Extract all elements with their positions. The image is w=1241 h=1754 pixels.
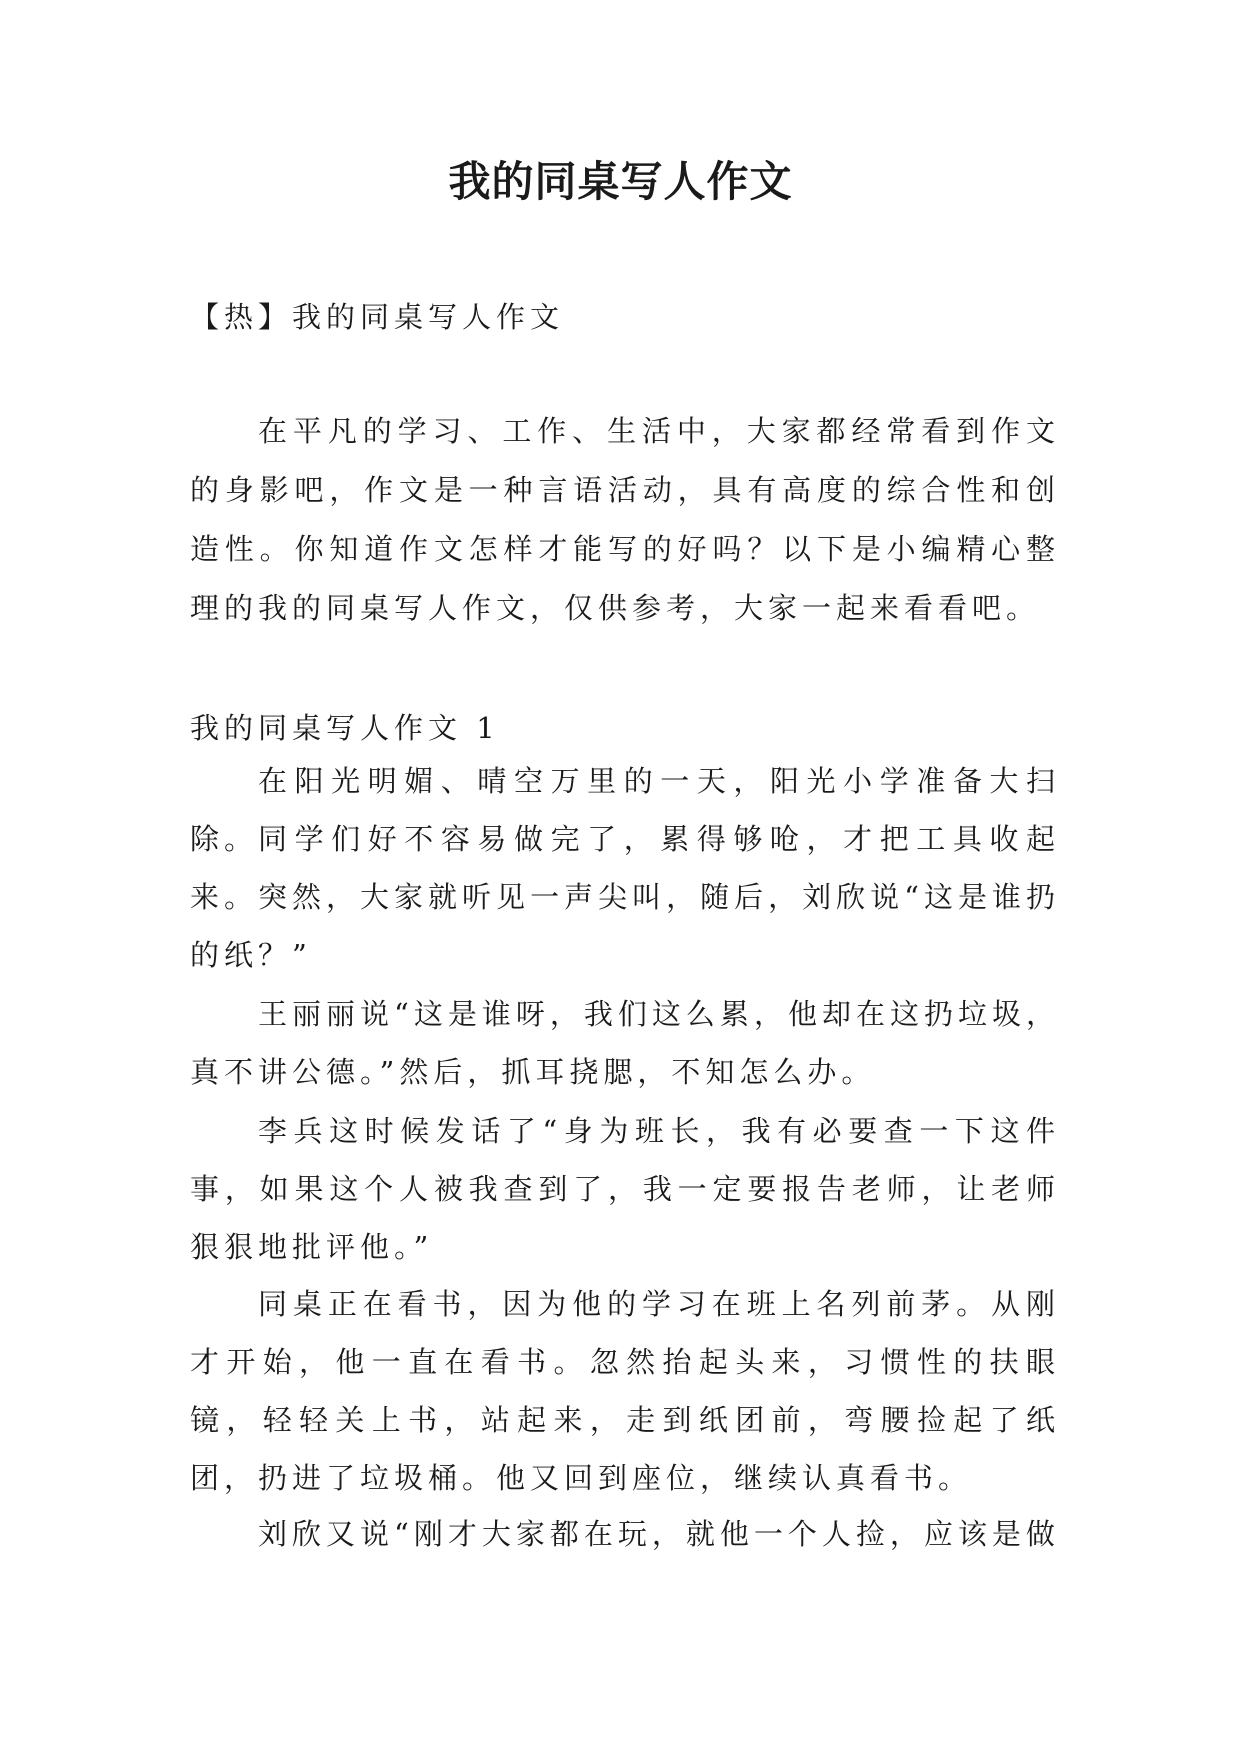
essay-paragraph-6: 刘欣又说“刚才大家都在玩，就他一个人捡，应该是做: [258, 1517, 1060, 1551]
essay-paragraph-1: 在阳光明媚、晴空万里的一天，阳光小学准备大扫除。: [190, 764, 1060, 856]
essay-paragraph-2: 同学们好不容易做完了，累得够呛，才把工具收起来。突然，大家就听见一声尖叫，随后，刘欣说“这是谁扔的纸？”: [190, 822, 1060, 972]
intro-paragraph: 在平凡的学习、工作、生活中，大家都经常看到作文的身影吧，作文是一种言语活动，具有高度的综合性和创造性。你知道作文怎样才能写的好吗？以下是小编精心整理的我的同桌写人作文，仅供参考，大家一起来看看吧。: [190, 414, 1060, 625]
essay-paragraph-5: 同桌正在看书，因为他的学习在班上名列前茅。从刚才开始，他一直在看书。忽然抬起头来，习惯性的扶眼镜，轻轻关上书，站起来，走到纸团前，弯腰捡起了纸团，扔进了垃圾桶。他又回到座位，继续认真看书。: [190, 1287, 1060, 1495]
essay-heading: 我的同桌写人作文 1: [190, 711, 500, 745]
document-title: 我的同桌写人作文: [448, 157, 793, 206]
essay-paragraph-3: 王丽丽说“这是谁呀，我们这么累，他却在这扔垃圾，真不讲公德。”然后，抓耳挠腮，不知怎么办。: [190, 997, 1060, 1089]
essay-paragraph-4: 李兵这时候发话了“身为班长，我有必要查一下这件事，如果这个人被我查到了，我一定要报告老师，让老师狠狠地批评他。”: [190, 1114, 1060, 1264]
document-subtitle: 【热】我的同桌写人作文: [190, 300, 565, 334]
